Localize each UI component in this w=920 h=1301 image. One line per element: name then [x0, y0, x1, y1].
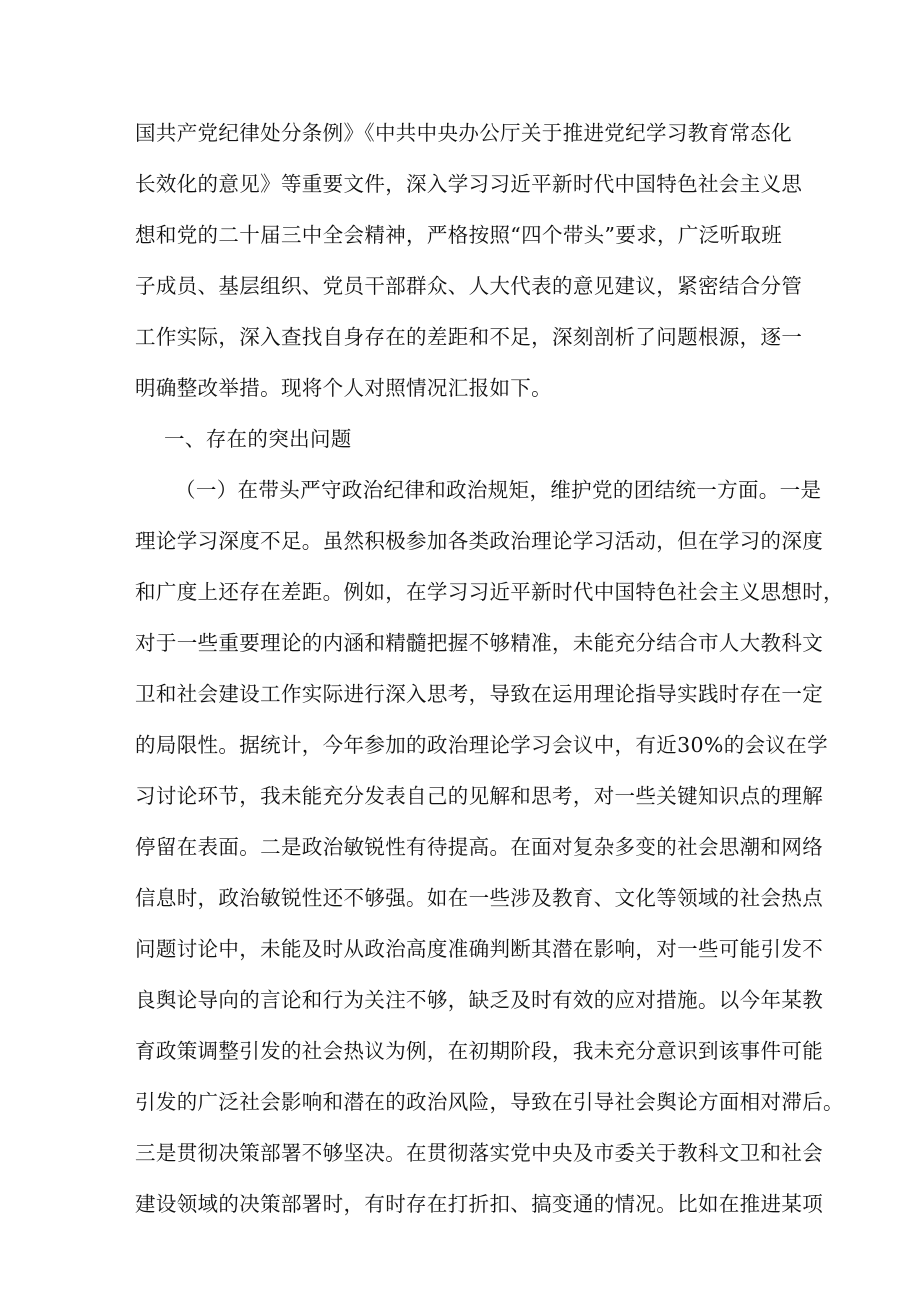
paragraph-first-line: （一）在带头严守政治纪律和政治规矩，维护党的团结统一方面。一是: [175, 478, 822, 502]
body-line: 良舆论导向的言论和行为关注不够，缺乏及时有效的应对措施。以今年某教: [135, 988, 824, 1012]
body-line: 引发的广泛社会影响和潜在的政治风险，导致在引导社会舆论方面相对滞后。: [135, 1090, 844, 1114]
body-line: 明确整改举措。现将个人对照情况汇报如下。: [135, 376, 552, 400]
body-line: 国共产党纪律处分条例》《中共中央办公厅关于推进党纪学习教育常态化: [135, 121, 792, 145]
body-line: 问题讨论中，未能及时从政治高度准确判断其潜在影响，对一些可能引发不: [135, 937, 824, 961]
body-line: 和广度上还存在差距。例如，在学习习近平新时代中国特色社会主义思想时，: [135, 580, 844, 604]
body-line: 工作实际，深入查找自身存在的差距和不足，深刻剖析了问题根源，逐一: [135, 325, 803, 349]
body-line: 三是贯彻决策部署不够坚决。在贯彻落实党中央及市委关于教科文卫和社会: [135, 1141, 824, 1165]
body-line: 长效化的意见》等重要文件，深入学习习近平新时代中国特色社会主义思: [135, 172, 803, 196]
body-line: 子成员、基层组织、党员干部群众、人大代表的意见建议，紧密结合分管: [135, 274, 803, 298]
body-line: 卫和社会建设工作实际进行深入思考，导致在运用理论指导实践时存在一定: [135, 682, 824, 706]
document-body: [135, 108, 844, 1230]
body-line: 信息时，政治敏锐性还不够强。如在一些涉及教育、文化等领域的社会热点: [135, 886, 824, 910]
body-line: 理论学习深度不足。虽然积极参加各类政治理论学习活动，但在学习的深度: [135, 529, 824, 553]
section-heading: 一、存在的突出问题: [164, 427, 352, 451]
body-line: 习讨论环节，我未能充分发表自己的见解和思考，对一些关键知识点的理解: [135, 784, 824, 808]
body-line: 停留在表面。二是政治敏锐性有待提高。在面对复杂多变的社会思潮和网络: [135, 835, 824, 859]
body-line: 的局限性。据统计，今年参加的政治理论学习会议中，有近30%的会议在学: [135, 733, 828, 757]
body-line: 想和党的二十届三中全会精神，严格按照“四个带头”要求，广泛听取班: [135, 223, 783, 247]
body-line: 建设领域的决策部署时，有时存在打折扣、搞变通的情况。比如在推进某项: [135, 1192, 824, 1216]
body-line: 育政策调整引发的社会热议为例，在初期阶段，我未充分意识到该事件可能: [135, 1039, 824, 1063]
body-line: 对于一些重要理论的内涵和精髓把握不够精准，未能充分结合市人大教科文: [135, 631, 824, 655]
